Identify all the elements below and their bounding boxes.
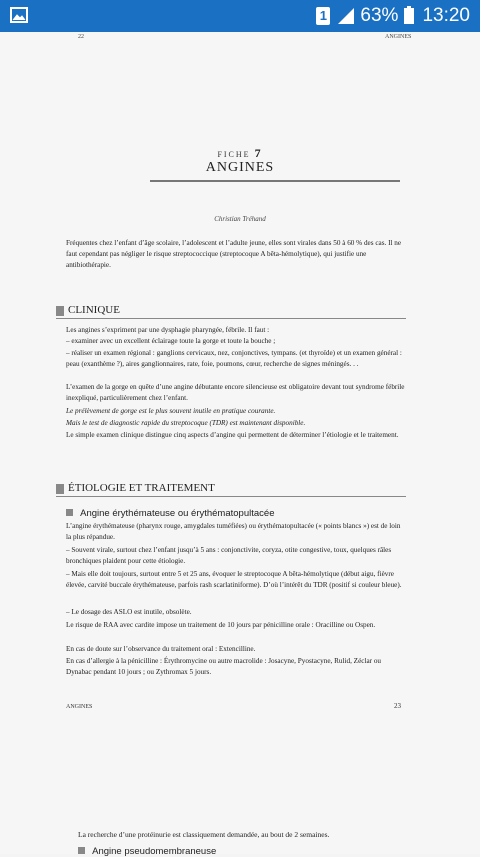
running-foot: ANGINES <box>66 704 93 710</box>
etiologie-paragraph: – Mais elle doit toujours, surtout entre 5 et 25 ans, évoquer le streptocoque A bêta-hémolytique (début aigu, fièvre élevée, carvité buccale érythémateuse, parfois rash scarlatiniforme). D’où l’intérêt du TDR (positif si couleur bleue). <box>66 570 402 589</box>
clinique-paragraph: – examiner avec un excellent éclairage toute la gorge et toute la bouche ; <box>66 337 276 345</box>
etiologie-paragraph: En cas d’allergie à la pénicilline : Érythromycine ou autre macrolide : Josacyne, Pyostacyne, Rulid, Zéclar ou Dynabac pendant 10 jours ; ou Zythromax 5 jours. <box>66 657 382 676</box>
status-bar <box>0 0 480 32</box>
document-view[interactable] <box>0 32 480 857</box>
sim-icon: 1 <box>316 7 330 25</box>
next-page-heading <box>78 846 216 857</box>
fiche-number: 7 <box>254 146 263 160</box>
subsection-marker <box>78 847 85 854</box>
subsection-title: Angine érythémateuse ou érythématopultacée <box>80 508 275 519</box>
clinique-paragraph: Le prélèvement de gorge est le plus souvent inutile en pratique courante. <box>66 407 276 415</box>
next-page-paragraph: La recherche d’une protéinurie est classiquement demandée, au bout de 2 semaines. <box>78 830 330 839</box>
fiche-label <box>0 146 480 161</box>
etiologie-paragraph: – Souvent virale, surtout chez l’enfant jusqu’à 5 ans : conjonctivite, coryza, otite congestive, toux, quelques râles bronchiques plaident pour cette étiologie. <box>66 546 392 565</box>
clinique-paragraph: Les angines s’expriment par une dysphagie pharyngée, fébrile. Il faut : <box>66 326 270 334</box>
battery-icon <box>404 8 414 24</box>
etiologie-paragraph: – Le dosage des ASLO est inutile, obsolète. <box>66 608 192 616</box>
clock: 13:20 <box>422 5 470 26</box>
section-title: ÉTIOLOGIE ET TRAITEMENT <box>68 482 215 494</box>
page-number-top: 22 <box>78 34 84 40</box>
clinique-paragraph: L’examen de la gorge en quête d’une angine débutante encore silencieuse est obligatoire devant tout syndrome fébrile inexpliqué, particulièrement chez l’enfant. <box>66 383 405 402</box>
page-title: ANGINES <box>205 160 275 175</box>
clinique-paragraph: Mais le test de diagnostic rapide du streptocoque (TDR) est maintenant disponible. <box>66 419 306 427</box>
gallery-icon <box>10 7 28 23</box>
fiche-text: FICHE <box>217 150 251 159</box>
etiologie-paragraph: L’angine érythémateuse (pharynx rouge, amygdales tuméfiées) ou érythématopultacée (« points blancs ») est de loin la plus répandue. <box>66 522 401 541</box>
subsection-heading <box>66 508 274 519</box>
section-marker <box>56 484 64 494</box>
section-title: CLINIQUE <box>68 304 120 316</box>
clinique-paragraph: Le simple examen clinique distingue cinq aspects d’angine qui permettent de déterminer l’étiologie et le traitement. <box>66 431 399 439</box>
subsection-title: Angine pseudomembraneuse <box>92 846 217 857</box>
section-marker <box>56 306 64 316</box>
author: Christian Tréhand <box>214 215 266 223</box>
page-number-bottom: 23 <box>394 702 401 710</box>
subsection-marker <box>66 509 73 516</box>
clinique-paragraph: – réaliser un examen régional : ganglions cervicaux, nez, conjonctives, tympans. (et thyroïde) et un examen général : peau (exanthème ?), aires ganglionnaires, rate, foie, poumons, cœur, recherche de signes méningés. . . <box>66 349 402 368</box>
section-clinique <box>56 304 406 319</box>
etiologie-paragraph: Le risque de RAA avec cardite impose un traitement de 10 jours par pénicilline orale : Oracilline ou Ospen. <box>66 621 376 629</box>
title-rule <box>150 180 400 182</box>
status-right <box>316 5 470 27</box>
section-etiologie <box>56 482 406 497</box>
signal-icon <box>338 8 354 24</box>
intro-paragraph: Fréquentes chez l’enfant d’âge scolaire, l’adolescent et l’adulte jeune, elles sont virales dans 50 à 60 % des cas. Il ne faut cependant pas négliger le risque streptococcique (streptocoque A bêta-hémolytique), qui justifie une antibiothérapie. <box>66 239 402 269</box>
running-head-top: ANGINES <box>385 34 412 40</box>
etiologie-paragraph: En cas de doute sur l’observance du traitement oral : Extencilline. <box>66 645 256 653</box>
battery-percent: 63% <box>360 5 399 26</box>
